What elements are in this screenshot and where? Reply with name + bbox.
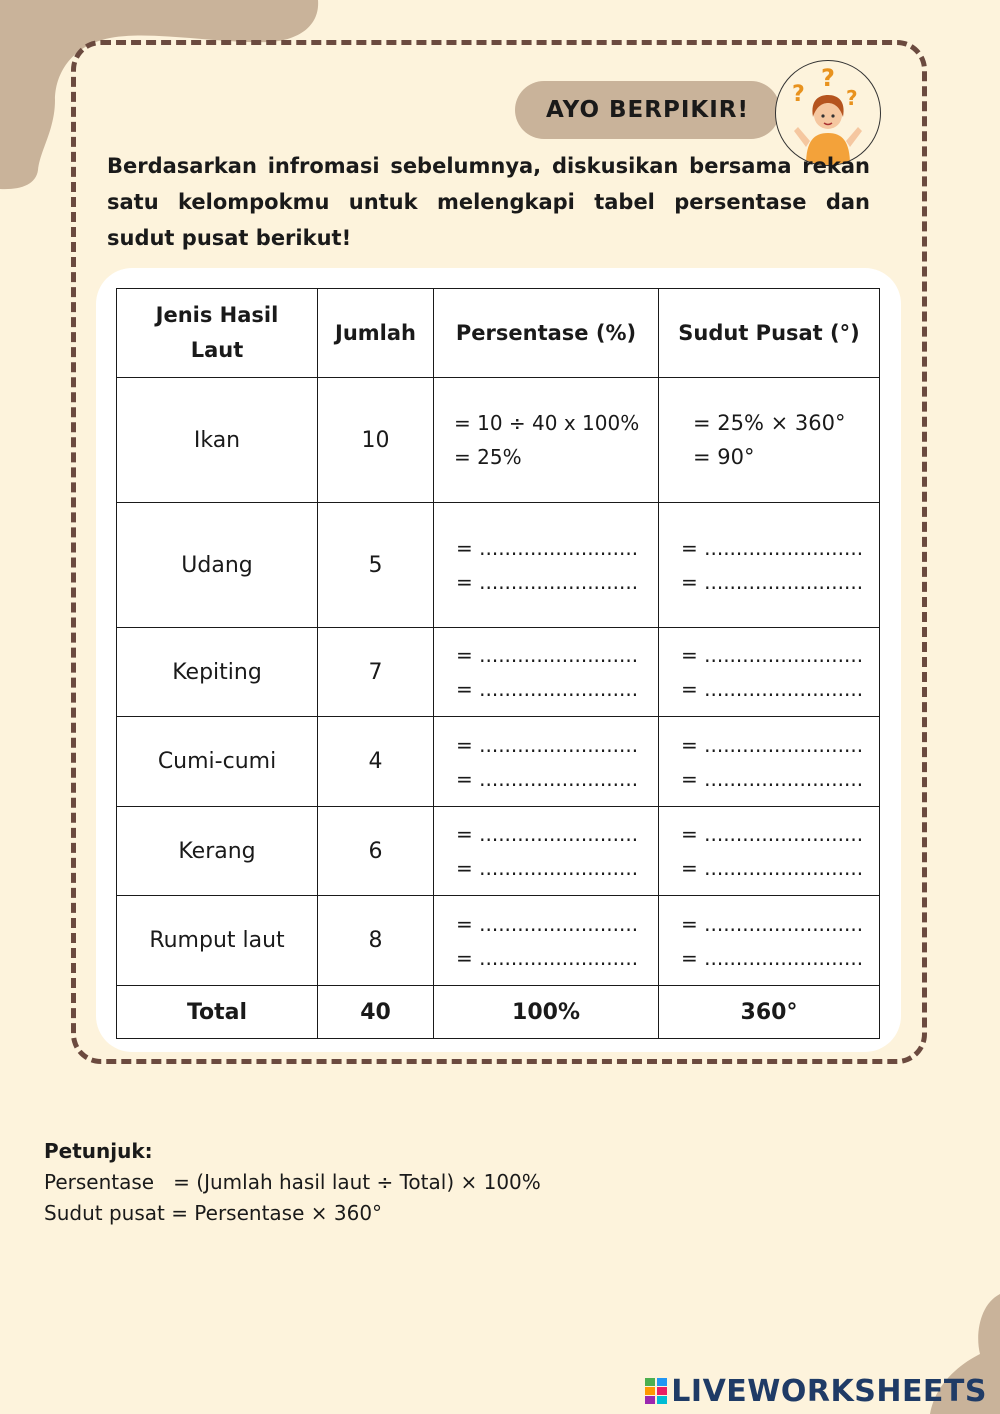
- table-row: [117, 896, 880, 986]
- svg-text:?: ?: [846, 86, 858, 110]
- cell-jenis: Kepiting: [117, 628, 318, 717]
- table-row: [117, 628, 880, 717]
- svg-text:?: ?: [792, 82, 805, 107]
- cell-sudut-input[interactable]: [659, 717, 880, 807]
- header-persentase: Persentase (%): [434, 289, 659, 378]
- cell-jenis: Kerang: [117, 807, 318, 896]
- cell-jumlah: 6: [318, 807, 434, 896]
- cell-persentase-input[interactable]: [434, 628, 659, 717]
- blank-line[interactable]: = .........................: [456, 911, 639, 936]
- blank-line[interactable]: = .........................: [456, 732, 639, 757]
- total-sudut: 360°: [659, 986, 880, 1039]
- cell-jenis: Cumi-cumi: [117, 717, 318, 807]
- cell-jumlah: 8: [318, 896, 434, 986]
- calc-line: = 25%: [454, 445, 522, 469]
- blank-line[interactable]: = .........................: [456, 945, 639, 970]
- header-jenis: Jenis Hasil Laut: [117, 289, 318, 378]
- cell-persentase-input[interactable]: [434, 503, 659, 628]
- blank-line[interactable]: = .........................: [681, 911, 864, 936]
- cell-jenis: Udang: [117, 503, 318, 628]
- cell-jenis: Ikan: [117, 378, 318, 503]
- blank-line[interactable]: = .........................: [681, 536, 864, 560]
- cell-sudut-input[interactable]: [659, 503, 880, 628]
- brand-name: LIVEWORKSHEETS: [671, 1373, 987, 1409]
- calc-line: = 90°: [693, 445, 755, 469]
- liveworksheets-logo-icon: [645, 1378, 667, 1404]
- table-row: [117, 717, 880, 807]
- blank-line[interactable]: = .........................: [681, 732, 864, 757]
- blank-line[interactable]: = .........................: [681, 766, 864, 791]
- instruction-text: Berdasarkan infromasi sebelumnya, diskusikan bersama rekan satu kelompokmu untuk melengkapi tabel persentase dan sudut pusat berikut!: [107, 154, 870, 250]
- cell-jumlah: 4: [318, 717, 434, 807]
- cell-persentase-input[interactable]: [434, 807, 659, 896]
- blank-line[interactable]: = .........................: [681, 643, 864, 667]
- blank-line[interactable]: = .........................: [681, 822, 864, 846]
- table-header-row: [117, 289, 880, 378]
- banner-title: AYO BERPIKIR!: [515, 81, 780, 139]
- hint-title: Petunjuk:: [44, 1139, 153, 1163]
- blank-line[interactable]: = .........................: [681, 677, 864, 701]
- hint-line-persentase: Persentase = (Jumlah hasil laut ÷ Total) × 100%: [44, 1170, 541, 1194]
- total-label: Total: [117, 986, 318, 1039]
- hint-line-sudut: Sudut pusat = Persentase × 360°: [44, 1201, 383, 1225]
- blank-line[interactable]: = .........................: [681, 856, 864, 880]
- calc-line: = 10 ÷ 40 x 100%: [454, 411, 640, 435]
- blank-line[interactable]: = .........................: [456, 677, 639, 701]
- total-jumlah: 40: [318, 986, 434, 1039]
- svg-text:?: ?: [821, 64, 835, 92]
- cell-jumlah: 10: [318, 378, 434, 503]
- blank-line[interactable]: = .........................: [456, 570, 639, 594]
- cell-sudut-input[interactable]: [659, 896, 880, 986]
- hint-section: [44, 1136, 541, 1229]
- table-row: [117, 807, 880, 896]
- cell-sudut-input[interactable]: [659, 807, 880, 896]
- data-table: [116, 288, 880, 1039]
- cell-sudut-input[interactable]: [659, 628, 880, 717]
- brand-logo[interactable]: [645, 1374, 987, 1408]
- blank-line[interactable]: = .........................: [456, 766, 639, 791]
- cell-persentase-input[interactable]: [434, 896, 659, 986]
- blank-line[interactable]: = .........................: [681, 945, 864, 970]
- calc-line: = 25% × 360°: [693, 411, 846, 435]
- total-persentase: 100%: [434, 986, 659, 1039]
- cell-jenis: Rumput laut: [117, 896, 318, 986]
- header-jumlah: Jumlah: [318, 289, 434, 378]
- blank-line[interactable]: = .........................: [456, 822, 639, 846]
- table-row: [117, 378, 880, 503]
- cell-persentase-input[interactable]: [434, 717, 659, 807]
- cell-jumlah: 7: [318, 628, 434, 717]
- blank-line[interactable]: = .........................: [456, 536, 639, 560]
- table-total-row: [117, 986, 880, 1039]
- blank-line[interactable]: = .........................: [681, 570, 864, 594]
- header-sudut: Sudut Pusat (°): [659, 289, 880, 378]
- cell-sudut: [659, 378, 880, 503]
- cell-jumlah: 5: [318, 503, 434, 628]
- blank-line[interactable]: = .........................: [456, 856, 639, 880]
- cell-persentase: [434, 378, 659, 503]
- blank-line[interactable]: = .........................: [456, 643, 639, 667]
- table-row: [117, 503, 880, 628]
